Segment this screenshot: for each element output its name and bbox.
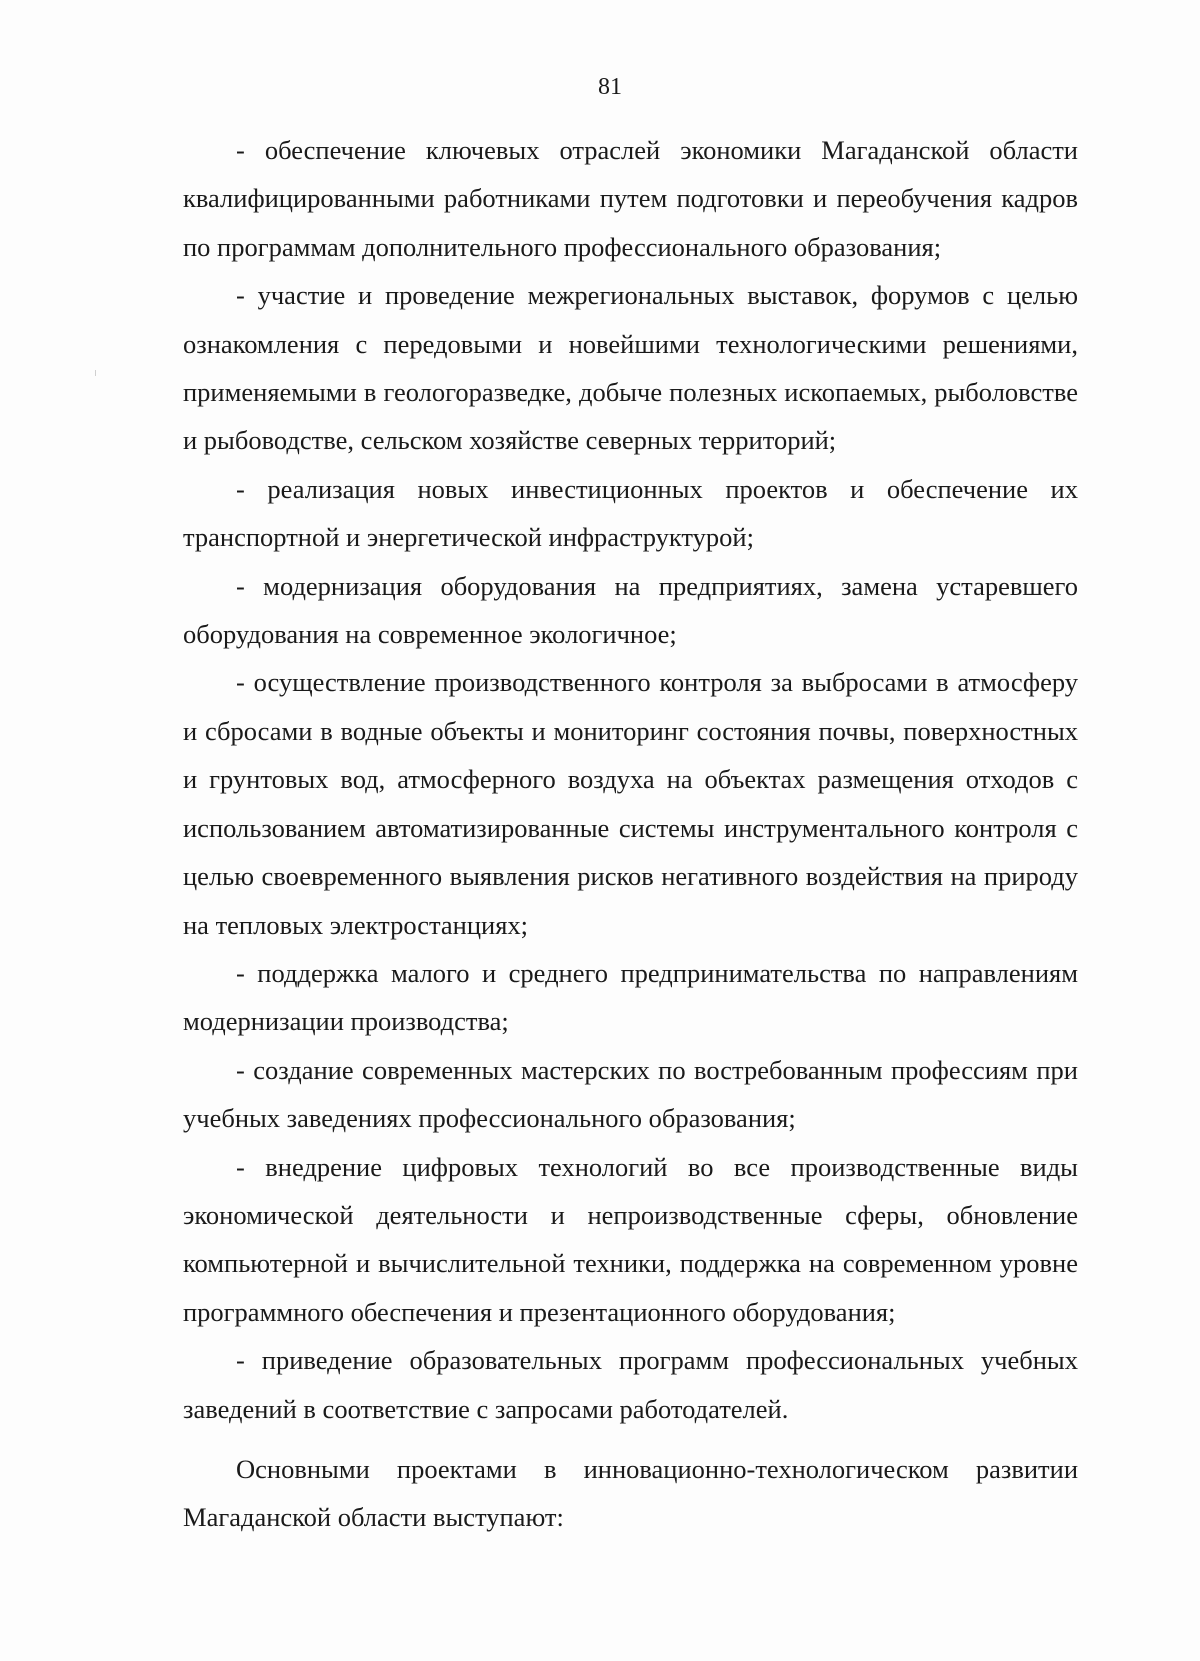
list-item: - поддержка малого и среднего предпринимательства по направлениям модернизации производства; xyxy=(183,957,1078,1037)
list-item: - модернизация оборудования на предприятиях, замена устаревшего оборудования на современное экологичное; xyxy=(183,570,1078,650)
document-body xyxy=(183,126,1078,1542)
list-item: - участие и проведение межрегиональных выставок, форумов с целью ознакомления с передовыми и новейшими технологическими решениями, применяемыми в геологоразведке, добыче полезных ископаемых, рыболовстве и рыбоводстве, сельском хозяйстве северных территорий; xyxy=(183,280,1078,456)
list-item: - реализация новых инвестиционных проектов и обеспечение их транспортной и энергетической инфраструктурой; xyxy=(183,473,1078,553)
page-number: 81 xyxy=(598,74,622,100)
list-item: - обеспечение ключевых отраслей экономики Магаданской области квалифицированными работниками путем подготовки и переобучения кадров по программам дополнительного профессионального образования; xyxy=(183,135,1078,262)
list-item: - внедрение цифровых технологий во все производственные виды экономической деятельности и непроизводственные сферы, обновление компьютерной и вычислительной техники, поддержка на современном уровне программного обеспечения и презентационного оборудования; xyxy=(183,1151,1078,1327)
list-item: - осуществление производственного контроля за выбросами в атмосферу и сбросами в водные объекты и мониторинг состояния почвы, поверхностных и грунтовых вод, атмосферного воздуха на объектах размещения отходов с использованием автоматизированные системы инструментального контроля с целью своевременного выявления рисков негативного воздействия на природу на тепловых электростанциях; xyxy=(183,667,1078,940)
closing-paragraph: Основными проектами в инновационно-технологическом развитии Магаданской области выступают: xyxy=(183,1453,1078,1533)
scan-mark xyxy=(95,370,96,376)
list-item: - приведение образовательных программ профессиональных учебных заведений в соответствие с запросами работодателей. xyxy=(183,1345,1078,1424)
list-item: - создание современных мастерских по востребованным профессиям при учебных заведениях профессионального образования; xyxy=(183,1054,1078,1134)
